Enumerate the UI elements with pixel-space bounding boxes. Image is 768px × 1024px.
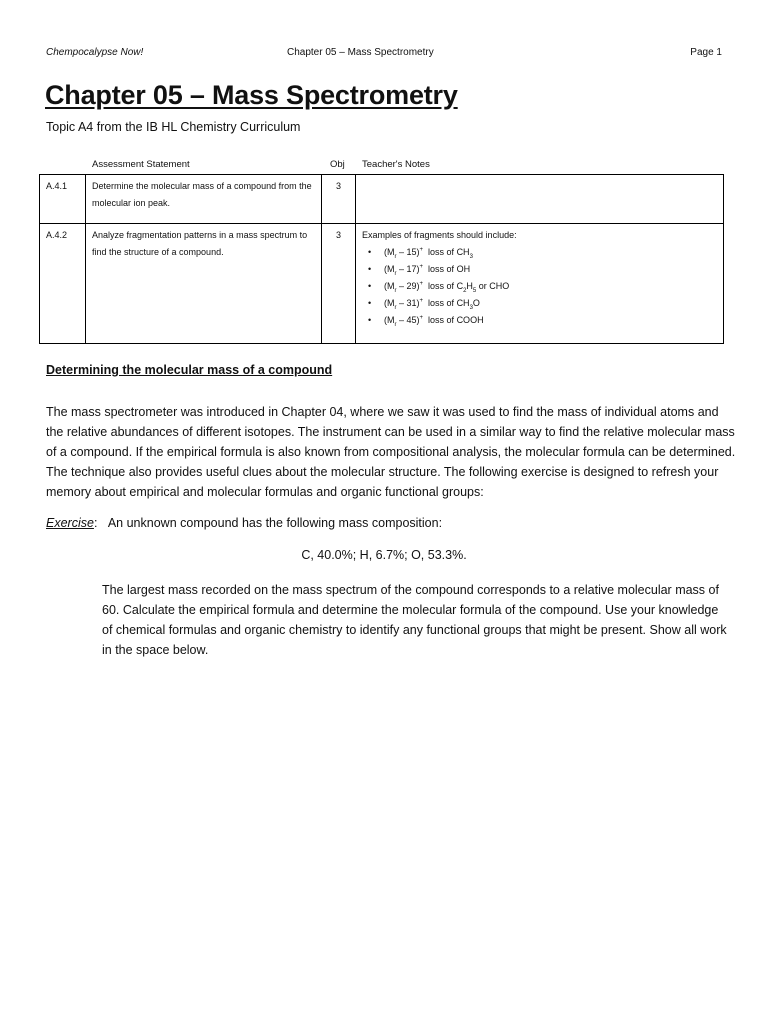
table-row [40,224,724,344]
header-page-number: Page 1 [690,47,722,58]
fragment-item: • $(M_r - 29)^+$ loss of $C_2H_5$ or CHO [384,278,717,295]
row-code: A.4.2 [40,224,86,344]
fragment-mass: 17 [406,264,417,274]
fragment-item: • $(M_r - 15)^+$ loss of $CH_3$ [384,244,717,261]
fragment-loss: OH [456,264,471,274]
notes-intro: Examples of fragments should include: [362,230,517,240]
table-row [40,175,724,224]
fragment-loss: $CH_3O$ [456,298,480,311]
exercise-line: Exercise: An unknown compound has the following mass composition: [46,516,443,530]
row-obj: 3 [322,175,356,224]
fragment-item: • $(M_r - 17)^+$ loss of OH [384,261,717,278]
exercise-label: Exercise [46,516,94,530]
fragment-list [362,244,717,329]
column-header-notes: Teacher's Notes [362,159,430,170]
row-notes [356,175,724,224]
bullet-icon: • [368,298,372,308]
row-code: A.4.1 [40,175,86,224]
column-header-obj: Obj [330,159,345,170]
mass-composition: C, 40.0%; H, 6.7%; O, 53.3%. [301,548,467,562]
fragment-item: • $(M_r - 31)^+$ loss of $CH_3O$ [384,295,717,312]
section-heading: Determining the molecular mass of a compound [46,363,333,377]
fragment-loss: COOH [456,315,484,325]
page-title: Chapter 05 – Mass Spectrometry [45,80,458,110]
row-notes [356,224,724,344]
header-left: Chempocalypse Now! [46,47,144,58]
bullet-icon: • [368,281,372,291]
page-subtitle: Topic A4 from the IB HL Chemistry Curriculum [46,120,301,134]
fragment-loss: $C_2H_5$ or CHO [456,281,510,294]
column-header-statement: Assessment Statement [92,159,190,170]
fragment-mass: 31 [406,298,417,308]
bullet-icon: • [368,264,372,274]
exercise-question: The largest mass recorded on the mass spectrum of the compound corresponds to a relative molecular mass of 60. Calculate the empirical formula and determine the molecular formula of the compound. Use your knowledge of chemical formulas and organic chemistry to identify any functional groups that might be present. Show all work in the space below. [102,583,727,657]
exercise-text: An unknown compound has the following mass composition: [107,516,443,530]
row-statement: Analyze fragmentation patterns in a mass spectrum to find the structure of a compound. [86,224,322,344]
fragment-mass: 45 [406,315,417,325]
assessment-table [39,174,724,344]
bullet-icon: • [368,315,372,325]
fragment-mass: 29 [406,281,417,291]
fragment-item: • $(M_r - 45)^+$ loss of COOH [384,312,717,329]
fragment-loss: $CH_3$ [456,247,473,260]
intro-paragraph: The mass spectrometer was introduced in Chapter 04, where we saw it was used to find the mass of individual atoms and the relative abundances of different isotopes. The instrument can be used in a similar way to find the relative molecular mass of a compound. If the empirical formula is also known from compositional analysis, the molecular formula can be determined. The technique also provides useful clues about the molecular structure. The following exercise is designed to refresh your memory about empirical and molecular formulas and organic functional groups: [46,405,736,499]
header-center: Chapter 05 – Mass Spectrometry [287,47,434,58]
row-obj: 3 [322,224,356,344]
row-statement: Determine the molecular mass of a compound from the molecular ion peak. [86,175,322,224]
fragment-mass: 15 [406,247,417,257]
bullet-icon: • [368,247,372,257]
